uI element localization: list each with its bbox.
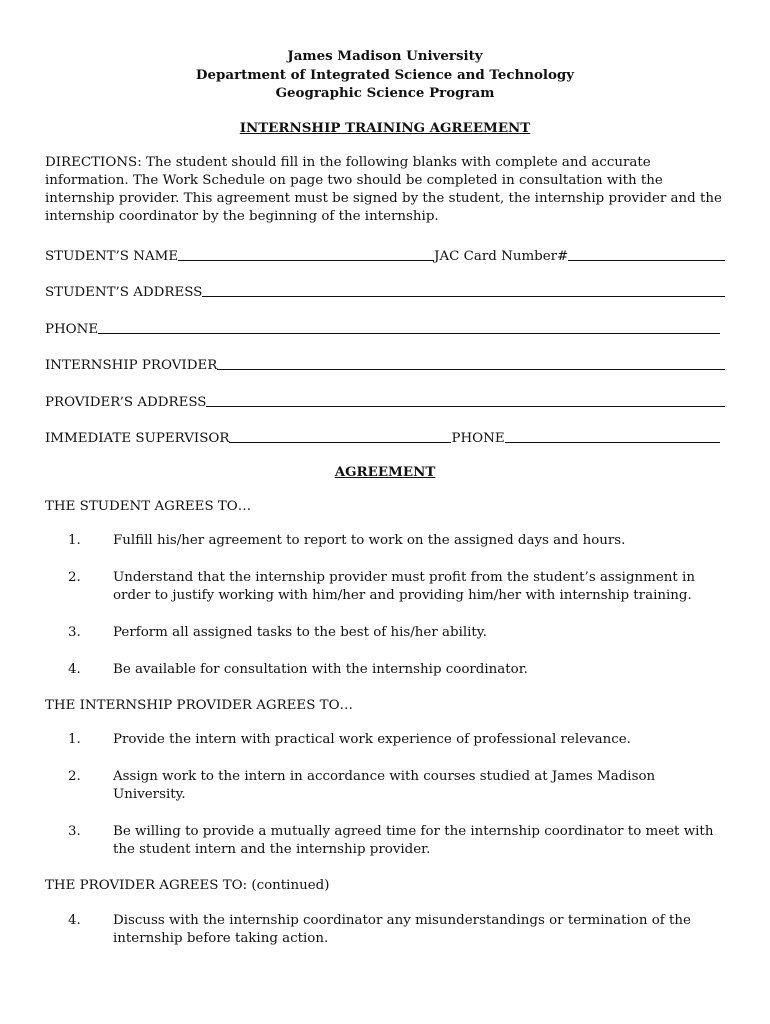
directions-paragraph: DIRECTIONS: The student should fill in the following blanks with complete and accurate information. The Work Schedule on page two should be completed in consultation with the internship provider. This agreement must be signed by the student, the internship provider and the internship coordinator by the beginning of the internship. [45, 154, 722, 225]
list-item-text: Assign work to the intern in accordance with courses studied at James Madison University. [113, 768, 656, 803]
jac-card-field[interactable] [568, 260, 725, 261]
internship-provider-row [45, 355, 725, 373]
list-item [45, 731, 725, 749]
provider-address-field[interactable] [206, 406, 725, 407]
student-name-row [45, 246, 725, 264]
provider-address-row [45, 392, 725, 410]
document-page [45, 47, 725, 948]
list-item-text: Understand that the internship provider must profit from the student’s assignment in order to justify working with him/her and providing him/her with internship training. [113, 569, 695, 604]
supervisor-row [45, 428, 725, 446]
list-item-number: 2. [68, 768, 81, 784]
list-item [45, 624, 725, 642]
list-item [45, 532, 725, 550]
list-item-text: Provide the intern with practical work experience of professional relevance. [113, 732, 631, 748]
list-item-number: 1. [68, 533, 81, 549]
list-item-text: Be available for consultation with the internship coordinator. [113, 661, 528, 677]
student-address-row [45, 282, 725, 300]
supervisor-phone-field[interactable] [505, 442, 720, 443]
student-agreement-list [45, 532, 725, 679]
provider-address-label: PROVIDER’S ADDRESS [45, 394, 207, 410]
phone-row [45, 319, 725, 337]
provider-continued-heading: THE PROVIDER AGREES TO: (continued) [45, 878, 330, 894]
phone-field[interactable] [98, 333, 720, 334]
supervisor-phone-label: PHONE [451, 431, 505, 447]
student-address-field[interactable] [202, 296, 725, 297]
student-name-field[interactable] [178, 260, 434, 261]
list-item-number: 1. [68, 732, 81, 748]
agreement-heading: AGREEMENT [334, 464, 436, 481]
list-item-number: 3. [68, 625, 81, 641]
list-item-number: 4. [68, 661, 81, 677]
list-item-text: Be willing to provide a mutually agreed time for the internship coordinator to meet with the student intern and the internship provider. [113, 824, 714, 858]
list-item [45, 823, 725, 860]
list-item [45, 768, 725, 805]
student-address-label: STUDENT’S ADDRESS [45, 285, 203, 301]
immediate-supervisor-field[interactable] [229, 442, 451, 443]
program-name: Geographic Science Program [275, 85, 495, 101]
list-item [45, 661, 725, 679]
jac-card-label: JAC Card Number# [434, 248, 569, 264]
list-item-text: Fulfill his/her agreement to report to work on the assigned days and hours. [113, 533, 626, 549]
document-title: INTERNSHIP TRAINING AGREEMENT [239, 119, 531, 136]
internship-provider-label: INTERNSHIP PROVIDER [45, 358, 218, 374]
immediate-supervisor-label: IMMEDIATE SUPERVISOR [45, 431, 230, 447]
provider-agreement-list [45, 731, 725, 859]
list-item-number: 2. [68, 569, 81, 585]
list-item-text: Discuss with the internship coordinator any misunderstandings or termination of the internship before taking action. [113, 912, 691, 946]
list-item-number: 4. [68, 912, 81, 928]
phone-label: PHONE [45, 321, 99, 337]
student-agrees-heading: THE STUDENT AGREES TO… [45, 498, 252, 514]
list-item-number: 3. [68, 824, 81, 840]
provider-continued-list [45, 912, 725, 949]
department-name: Department of Integrated Science and Technology [195, 66, 575, 83]
provider-agrees-heading: THE INTERNSHIP PROVIDER AGREES TO… [45, 697, 353, 713]
student-name-label: STUDENT’S NAME [45, 248, 179, 264]
list-item [45, 912, 725, 949]
list-item [45, 569, 725, 606]
university-name: James Madison University [287, 48, 483, 64]
internship-provider-field[interactable] [217, 369, 725, 370]
list-item-text: Perform all assigned tasks to the best of his/her ability. [113, 625, 487, 641]
